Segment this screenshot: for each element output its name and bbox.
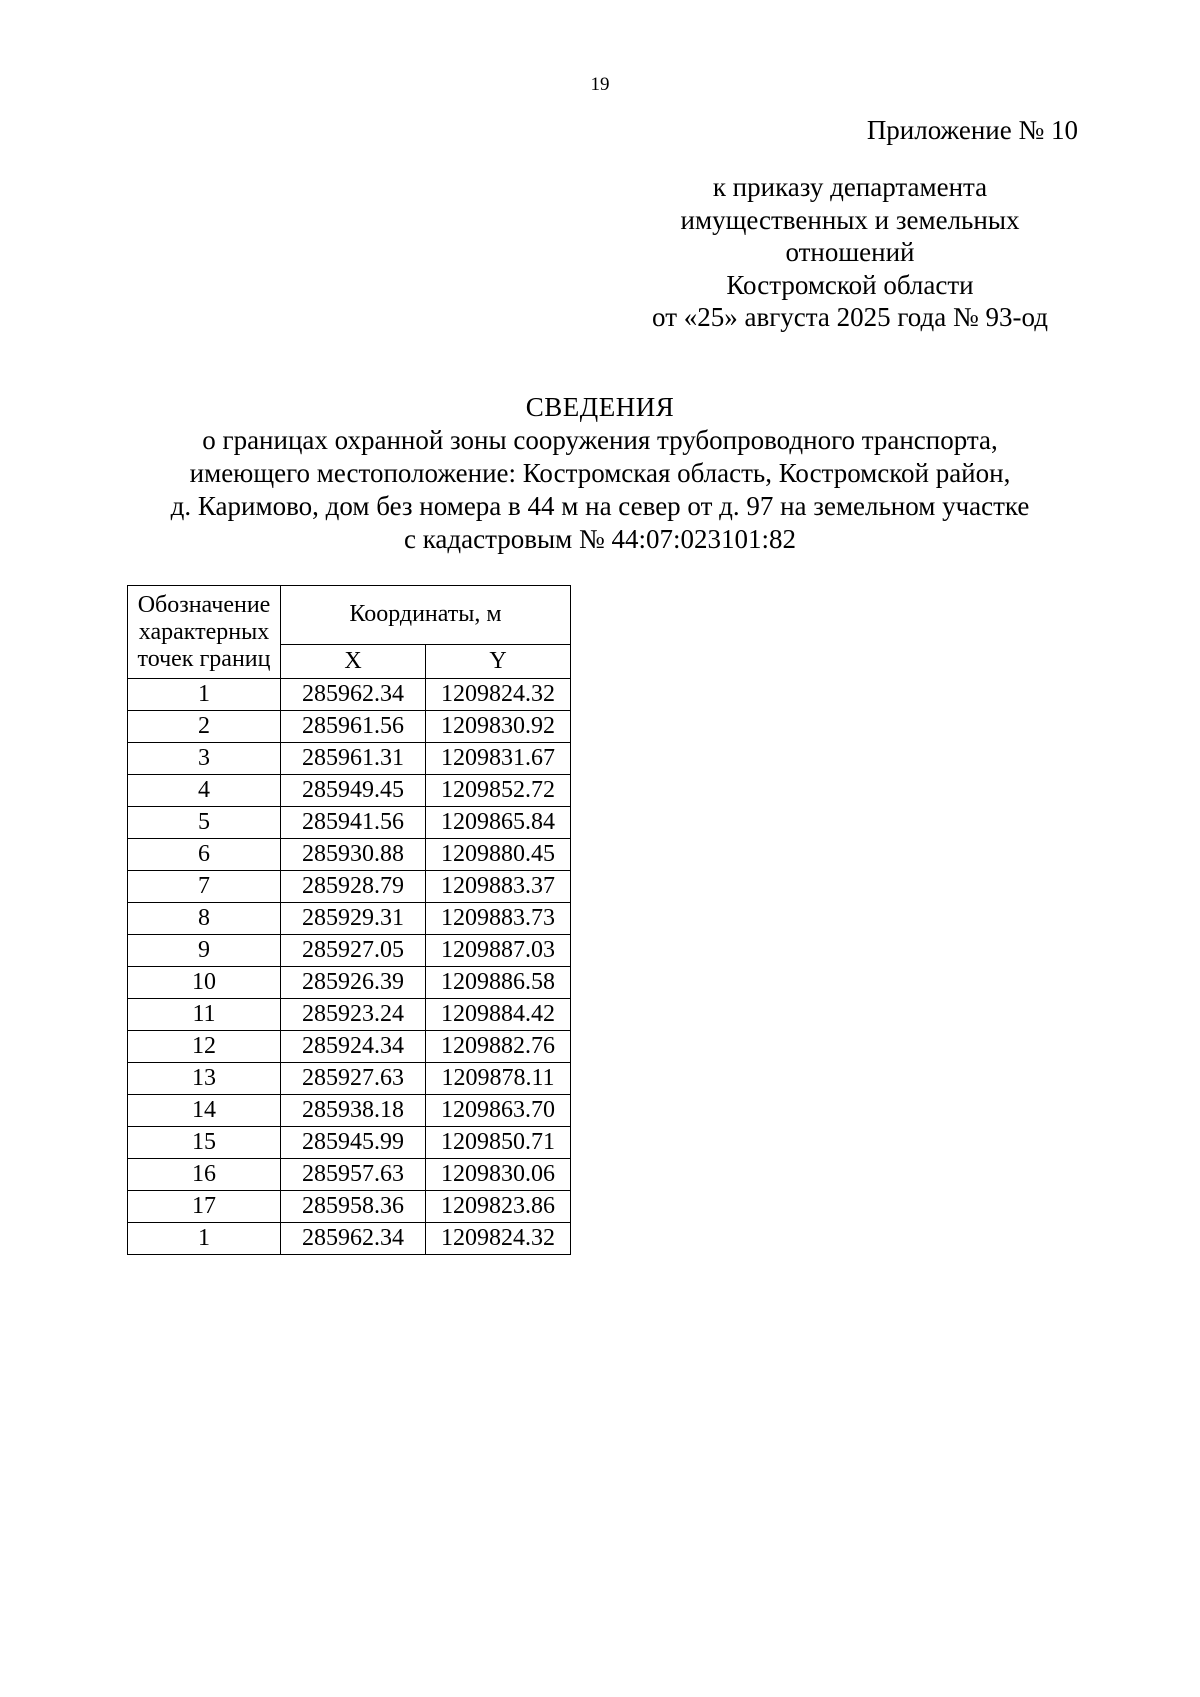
cell-y: 1209878.11 <box>426 1063 571 1095</box>
cell-y: 1209831.67 <box>426 743 571 775</box>
cell-point: 10 <box>128 967 281 999</box>
cell-point: 8 <box>128 903 281 935</box>
table-row <box>128 1095 571 1127</box>
cell-y: 1209830.06 <box>426 1159 571 1191</box>
cell-y: 1209852.72 <box>426 775 571 807</box>
cell-y: 1209884.42 <box>426 999 571 1031</box>
cell-point: 13 <box>128 1063 281 1095</box>
cell-y: 1209883.37 <box>426 871 571 903</box>
table-row <box>128 807 571 839</box>
cell-point: 15 <box>128 1127 281 1159</box>
cell-y: 1209830.92 <box>426 711 571 743</box>
table-row <box>128 1223 571 1255</box>
point-column-header: Обозначение характерных точек границ <box>128 586 281 679</box>
cell-y: 1209863.70 <box>426 1095 571 1127</box>
document-title: СВЕДЕНИЯ <box>525 392 675 422</box>
cell-y: 1209850.71 <box>426 1127 571 1159</box>
order-line: имущественных и земельных <box>680 204 1020 235</box>
table-row <box>128 999 571 1031</box>
order-reference <box>600 171 1100 334</box>
subtitle-line: имеющего местоположение: Костромская область, Костромской район, <box>189 458 1011 488</box>
table-row <box>128 1127 571 1159</box>
table-row <box>128 903 571 935</box>
cell-x: 285924.34 <box>281 1031 426 1063</box>
cell-y: 1209823.86 <box>426 1191 571 1223</box>
cell-x: 285941.56 <box>281 807 426 839</box>
cell-point: 16 <box>128 1159 281 1191</box>
cell-y: 1209865.84 <box>426 807 571 839</box>
cell-x: 285958.36 <box>281 1191 426 1223</box>
table-row <box>128 839 571 871</box>
cell-point: 4 <box>128 775 281 807</box>
y-column-header: Y <box>426 644 571 678</box>
cell-x: 285949.45 <box>281 775 426 807</box>
cell-y: 1209880.45 <box>426 839 571 871</box>
cell-x: 285961.31 <box>281 743 426 775</box>
cell-y: 1209882.76 <box>426 1031 571 1063</box>
cell-point: 5 <box>128 807 281 839</box>
table-row <box>128 775 571 807</box>
cell-x: 285927.05 <box>281 935 426 967</box>
subtitle-line: д. Каримово, дом без номера в 44 м на север от д. 97 на земельном участке <box>170 491 1030 521</box>
appendix-label: Приложение № 10 <box>866 115 1078 145</box>
cell-x: 285926.39 <box>281 967 426 999</box>
table-row <box>128 935 571 967</box>
cell-point: 3 <box>128 743 281 775</box>
cell-y: 1209883.73 <box>426 903 571 935</box>
cell-point: 9 <box>128 935 281 967</box>
cell-point: 2 <box>128 711 281 743</box>
cell-point: 17 <box>128 1191 281 1223</box>
cell-y: 1209886.58 <box>426 967 571 999</box>
document-subtitle <box>0 424 1200 556</box>
table-row <box>128 711 571 743</box>
order-line: к приказу департамента <box>712 172 988 202</box>
cell-x: 285938.18 <box>281 1095 426 1127</box>
order-line: от «25» августа 2025 года № 93-од <box>652 302 1048 332</box>
table-row <box>128 1191 571 1223</box>
table-row <box>128 1031 571 1063</box>
cell-point: 14 <box>128 1095 281 1127</box>
cell-x: 285961.56 <box>281 711 426 743</box>
order-line: Костромской области <box>726 269 974 300</box>
order-line: отношений <box>785 237 915 267</box>
cell-x: 285945.99 <box>281 1127 426 1159</box>
table-row <box>128 679 571 711</box>
table-row <box>128 871 571 903</box>
cell-y: 1209824.32 <box>426 679 571 711</box>
page-number: 19 <box>590 74 610 95</box>
cell-x: 285962.34 <box>281 679 426 711</box>
subtitle-line: с кадастровым № 44:07:023101:82 <box>403 524 796 554</box>
cell-x: 285957.63 <box>281 1159 426 1191</box>
cell-point: 1 <box>128 1223 281 1255</box>
table-row <box>128 1159 571 1191</box>
cell-x: 285962.34 <box>281 1223 426 1255</box>
table-row <box>128 967 571 999</box>
cell-y: 1209824.32 <box>426 1223 571 1255</box>
coordinates-column-header: Координаты, м <box>281 586 571 645</box>
cell-point: 6 <box>128 839 281 871</box>
cell-point: 7 <box>128 871 281 903</box>
cell-y: 1209887.03 <box>426 935 571 967</box>
cell-x: 285927.63 <box>281 1063 426 1095</box>
cell-x: 285929.31 <box>281 903 426 935</box>
subtitle-line: о границах охранной зоны сооружения трубопроводного транспорта, <box>202 425 998 455</box>
table-row <box>128 1063 571 1095</box>
cell-x: 285930.88 <box>281 839 426 871</box>
cell-point: 12 <box>128 1031 281 1063</box>
coordinates-table-body <box>128 679 571 1255</box>
table-row <box>128 743 571 775</box>
cell-point: 11 <box>128 999 281 1031</box>
cell-x: 285928.79 <box>281 871 426 903</box>
cell-x: 285923.24 <box>281 999 426 1031</box>
coordinates-table <box>127 585 571 1255</box>
cell-point: 1 <box>128 679 281 711</box>
x-column-header: X <box>281 644 426 678</box>
